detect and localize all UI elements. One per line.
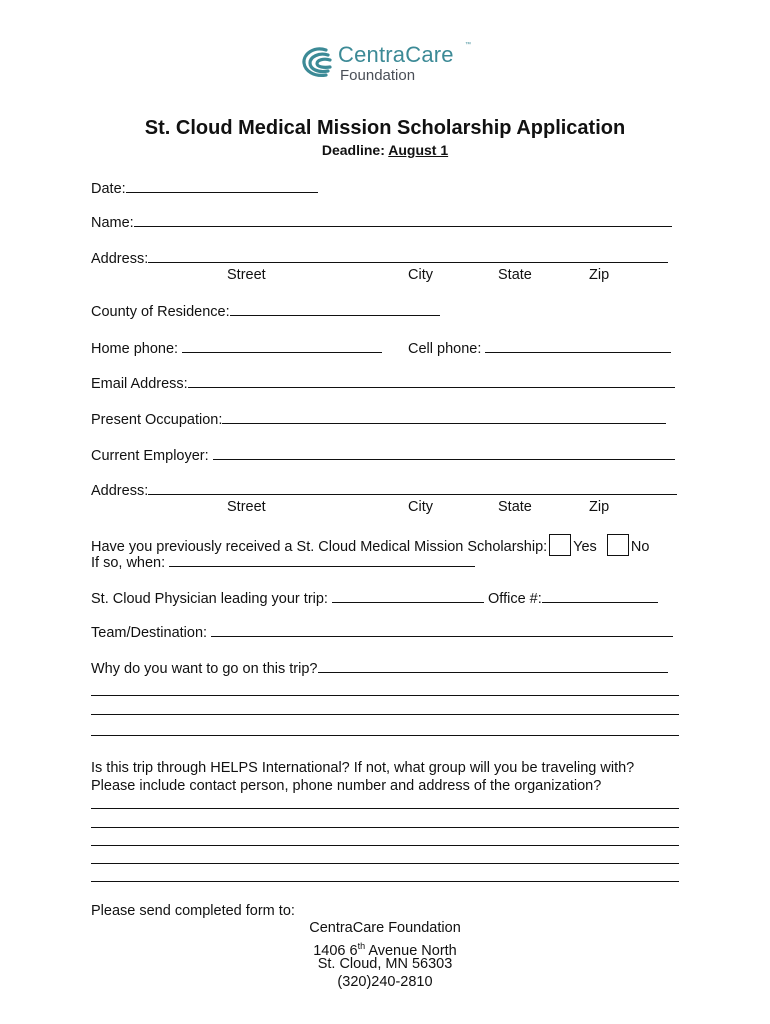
cell-phone-label: Cell phone: bbox=[408, 341, 482, 357]
employer-label: Current Employer: bbox=[91, 448, 209, 464]
helps-answer-line[interactable] bbox=[91, 808, 679, 809]
state-label: State bbox=[498, 267, 532, 283]
occupation-label: Present Occupation: bbox=[91, 412, 223, 428]
page-title: St. Cloud Medical Mission Scholarship Application bbox=[144, 117, 626, 139]
county-line[interactable] bbox=[230, 301, 440, 316]
email-line[interactable] bbox=[188, 373, 675, 388]
employer-address-label: Address: bbox=[91, 483, 149, 499]
city-label-2: City bbox=[408, 499, 433, 515]
team-label: Team/Destination: bbox=[91, 625, 208, 641]
no-checkbox[interactable] bbox=[607, 534, 629, 556]
why-label: Why do you want to go on this trip? bbox=[91, 661, 318, 677]
address-field bbox=[91, 248, 668, 268]
why-line[interactable] bbox=[318, 658, 668, 673]
date-field bbox=[91, 178, 318, 198]
helps-answer-line[interactable] bbox=[91, 881, 679, 882]
state-label-2: State bbox=[498, 499, 532, 515]
name-field bbox=[91, 212, 672, 232]
helps-question-2: Please include contact person, phone number and address of the organization? bbox=[91, 778, 602, 794]
zip-label-2: Zip bbox=[589, 499, 610, 515]
if-so-field bbox=[91, 552, 475, 572]
logo-subtitle: Foundation bbox=[340, 67, 416, 84]
city-label: City bbox=[408, 267, 433, 283]
physician-label: St. Cloud Physician leading your trip: bbox=[91, 591, 328, 607]
centracare-swoosh-icon bbox=[300, 44, 334, 82]
why-answer-line[interactable] bbox=[91, 735, 679, 736]
logo-name: CentraCare bbox=[338, 42, 454, 67]
employer-address-line[interactable] bbox=[148, 480, 677, 495]
footer-phone: (320)240-2810 bbox=[337, 974, 433, 990]
physician-line[interactable] bbox=[332, 588, 484, 603]
if-so-label: If so, when: bbox=[91, 555, 166, 571]
home-phone-line[interactable] bbox=[182, 338, 382, 353]
office-line[interactable] bbox=[542, 588, 658, 603]
footer-city: St. Cloud, MN 56303 bbox=[317, 956, 453, 972]
centracare-logo bbox=[300, 42, 480, 86]
cell-phone-field bbox=[408, 338, 671, 358]
address-line[interactable] bbox=[148, 248, 668, 263]
county-label: County of Residence: bbox=[91, 304, 230, 320]
footer-address-sup: th bbox=[357, 941, 366, 951]
employer-field bbox=[91, 445, 675, 465]
date-line[interactable] bbox=[126, 178, 318, 193]
helps-answer-line[interactable] bbox=[91, 827, 679, 828]
address-label: Address: bbox=[91, 251, 149, 267]
team-field bbox=[91, 622, 673, 642]
email-label: Email Address: bbox=[91, 376, 188, 392]
employer-line[interactable] bbox=[213, 445, 675, 460]
occupation-field bbox=[91, 409, 666, 429]
occupation-line[interactable] bbox=[222, 409, 666, 424]
yes-checkbox[interactable] bbox=[549, 534, 571, 556]
employer-address-field bbox=[91, 480, 677, 500]
cell-phone-line[interactable] bbox=[485, 338, 671, 353]
zip-label: Zip bbox=[589, 267, 610, 283]
helps-answer-line[interactable] bbox=[91, 845, 679, 846]
helps-answer-line[interactable] bbox=[91, 863, 679, 864]
why-answer-line[interactable] bbox=[91, 695, 679, 696]
team-line[interactable] bbox=[211, 622, 673, 637]
deadline bbox=[0, 142, 770, 158]
street-label-2: Street bbox=[227, 499, 266, 515]
name-line[interactable] bbox=[134, 212, 672, 227]
deadline-label: Deadline: bbox=[321, 142, 385, 158]
if-so-line[interactable] bbox=[169, 552, 475, 567]
home-phone-field bbox=[91, 338, 382, 358]
footer-org-name: CentraCare Foundation bbox=[309, 920, 461, 936]
helps-question-1: Is this trip through HELPS International? If not, what group will you be traveling with? bbox=[91, 760, 635, 776]
why-field bbox=[91, 658, 668, 678]
why-answer-line[interactable] bbox=[91, 714, 679, 715]
deadline-value: August 1 bbox=[388, 142, 449, 158]
no-label: No bbox=[630, 539, 650, 555]
name-label: Name: bbox=[91, 215, 134, 231]
street-label: Street bbox=[227, 267, 266, 283]
previous-scholarship-question: Have you previously received a St. Cloud Medical Mission Scholarship: bbox=[91, 539, 548, 555]
send-instructions: Please send completed form to: bbox=[91, 903, 295, 919]
footer-address-number: 1406 6 bbox=[313, 942, 358, 959]
home-phone-label: Home phone: bbox=[91, 341, 179, 357]
email-field bbox=[91, 373, 675, 393]
footer-address-street: Avenue North bbox=[365, 942, 457, 959]
office-label: Office #: bbox=[488, 591, 542, 607]
logo-trademark: ™ bbox=[465, 42, 471, 48]
yes-label: Yes bbox=[573, 539, 597, 555]
physician-field bbox=[91, 588, 658, 608]
date-label: Date: bbox=[91, 181, 126, 197]
county-field bbox=[91, 301, 440, 321]
